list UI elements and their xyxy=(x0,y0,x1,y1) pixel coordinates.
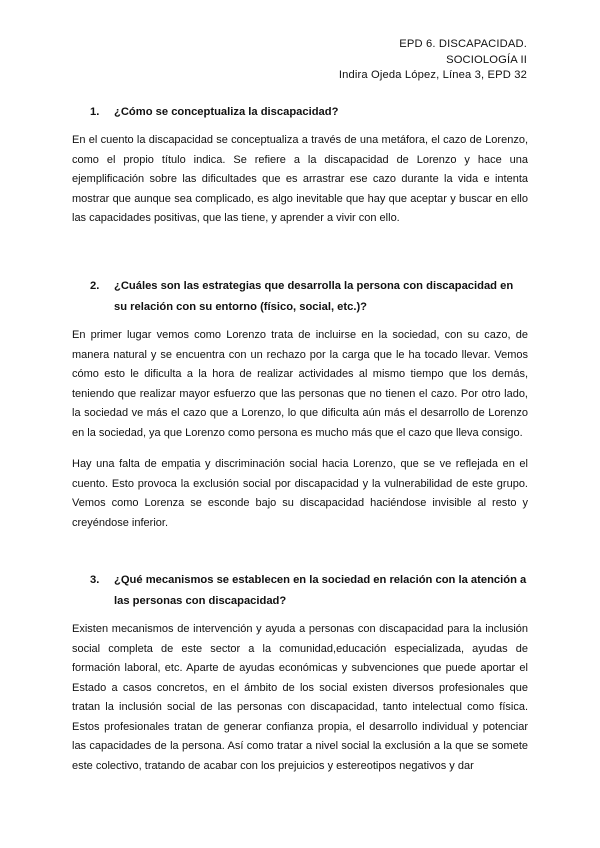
question-title: ¿Cómo se conceptualiza la discapacidad? xyxy=(114,106,339,118)
answer-paragraph: Existen mecanismos de intervención y ayuda a personas con discapacidad para la inclusión social completa de este sector a la comunidad,educación especializada, ayudas de formación laboral, etc. Aparte de ayudas económicas y subvenciones que puede aportar el Estado a casos concretos, en el ámbito de los social existen diversos profesionales que tratan la inclusión social de las personas con discapacidad, tanto intelectual como física. Estos profesionales tratan de generar confianza propia, el desarrollo individual y potenciar las capacidades de la persona. Así como tratar a nivel social la exclusión a la que se somete este colectivo, tratando de acabar con los prejuicios y estereotipos negativos y dar xyxy=(72,623,528,772)
answer-paragraph: En primer lugar vemos como Lorenzo trata de incluirse en la sociedad, con su cazo, de manera natural y se encuentra con un rechazo por la carga que le ha tocado llevar. Vemos cómo esto le dificulta a la hora de realizar actividades al mismo tiempo que los demás, teniendo que realizar mayor esfuerzo que las personas que no tienen el cazo. Por otro lado, la sociedad ve más el cazo que a Lorenzo, lo que dificulta aún más el desarrollo de Lorenzo en la sociedad, ya que Lorenzo como persona es mucho más que el cazo que lleva consigo. xyxy=(72,329,528,439)
answer-body xyxy=(72,131,528,229)
question-section-2 xyxy=(72,276,528,533)
question-title: ¿Cuáles son las estrategias que desarrolla la persona con discapacidad en su relación con su entorno (físico, social, etc.)? xyxy=(114,280,514,313)
question-heading xyxy=(90,276,528,318)
question-section-1 xyxy=(72,102,528,229)
question-heading xyxy=(90,102,528,123)
answer-body xyxy=(72,326,528,533)
header-course-line: SOCIOLOGÍA II xyxy=(446,53,527,66)
question-title: ¿Qué mecanismos se establecen en la sociedad en relación con la atención a las personas con discapacidad? xyxy=(114,574,527,607)
question-number: 3. xyxy=(90,574,100,586)
question-number: 1. xyxy=(90,106,100,118)
document-header xyxy=(339,37,527,84)
answer-body xyxy=(72,620,528,776)
answer-paragraph: Hay una falta de empatia y discriminación social hacia Lorenzo, que se ve reflejada en el cuento. Esto provoca la exclusión social por discapacidad y la vulnerabilidad de este grupo. Vemos como Lorenza se esconde bajo su discapacidad haciéndose invisible al resto y creyéndose inferior. xyxy=(72,458,528,529)
question-heading xyxy=(90,570,528,612)
question-number: 2. xyxy=(90,280,100,292)
question-section-3 xyxy=(72,570,528,776)
answer-paragraph: En el cuento la discapacidad se conceptualiza a través de una metáfora, el cazo de Lorenzo, como el propio título indica. Se refiere a la discapacidad de Lorenzo y hace una ejemplificación sobre las dificultades que es arrastrar ese cazo durante la vida e intenta mostrar que aunque sea complicado, es algo inevitable que hay que aceptar y buscar en ello las capacidades positivas, que las tiene, y aprender a vivir con ello. xyxy=(72,134,528,224)
header-subject-line: EPD 6. DISCAPACIDAD. xyxy=(399,38,527,50)
header-author-line: Indira Ojeda López, Línea 3, EPD 32 xyxy=(338,69,527,81)
